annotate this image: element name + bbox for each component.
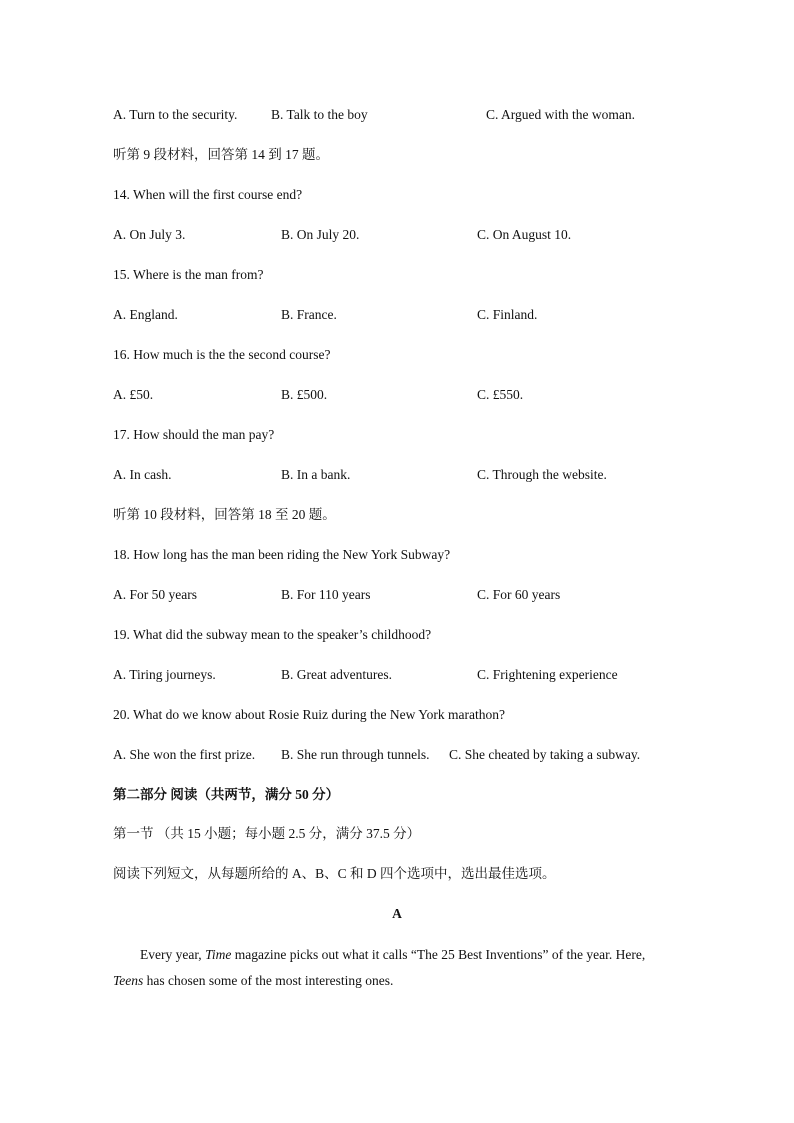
passage-teens-italic: Teens — [113, 973, 144, 988]
q20-question: 20. What do we know about Rosie Ruiz during the New York marathon? — [113, 707, 505, 722]
q13-option-b: B. Talk to the boy — [271, 107, 368, 122]
reading-instructions: 阅读下列短文，从每题所给的 A、B、C 和 D 四个选项中，选出最佳选项。 — [113, 866, 556, 881]
q16-option-b: B. £500. — [281, 387, 328, 402]
passage-label: A — [392, 906, 402, 921]
q16-question: 16. How much is the the second course? — [113, 347, 331, 362]
q20-option-b: B. She run through tunnels. — [281, 747, 430, 762]
q15-option-b: B. France. — [281, 307, 337, 322]
part2-heading: 第二部分 阅读（共两节，满分 50 分） — [113, 787, 340, 802]
q17-option-c: C. Through the website. — [477, 467, 607, 482]
q19-question: 19. What did the subway mean to the speaker’s childhood? — [113, 627, 432, 642]
q19-option-c: C. Frightening experience — [477, 667, 618, 682]
q14-option-a: A. On July 3. — [113, 227, 186, 242]
passage-time-italic: Time — [205, 947, 232, 962]
q17-option-b: B. In a bank. — [281, 467, 351, 482]
section10-heading: 听第 10 段材料，回答第 18 至 20 题。 — [113, 507, 336, 522]
q19-option-b: B. Great adventures. — [281, 667, 392, 682]
q16-option-a: A. £50. — [113, 387, 154, 402]
passage-paragraph — [113, 942, 673, 994]
section9-heading: 听第 9 段材料，回答第 14 到 17 题。 — [113, 147, 329, 162]
section1-heading: 第一节 （共 15 小题；每小题 2.5 分，满分 37.5 分） — [113, 826, 421, 841]
q14-question: 14. When will the first course end? — [113, 187, 303, 202]
q14-option-c: C. On August 10. — [477, 227, 572, 242]
q17-question: 17. How should the man pay? — [113, 427, 275, 442]
q14-option-b: B. On July 20. — [281, 227, 360, 242]
q20-option-c: C. She cheated by taking a subway. — [449, 747, 641, 762]
passage-text-1: Every year, — [140, 947, 206, 962]
q18-option-a: A. For 50 years — [113, 587, 197, 602]
q15-option-c: C. Finland. — [477, 307, 538, 322]
q15-question: 15. Where is the man from? — [113, 267, 264, 282]
q17-option-a: A. In cash. — [113, 467, 172, 482]
q13-option-a: A. Turn to the security. — [113, 107, 238, 122]
q15-option-a: A. England. — [113, 307, 178, 322]
passage-text-3: has chosen some of the most interesting ones. — [143, 973, 394, 988]
q13-option-c: C. Argued with the woman. — [486, 107, 635, 122]
q16-option-c: C. £550. — [477, 387, 524, 402]
q20-option-a: A. She won the first prize. — [113, 747, 256, 762]
passage-text-2: magazine picks out what it calls “The 25 Best Inventions” of the year. Here, — [231, 947, 646, 962]
q19-option-a: A. Tiring journeys. — [113, 667, 216, 682]
q18-question: 18. How long has the man been riding the New York Subway? — [113, 547, 451, 562]
q18-option-b: B. For 110 years — [281, 587, 371, 602]
q18-option-c: C. For 60 years — [477, 587, 561, 602]
